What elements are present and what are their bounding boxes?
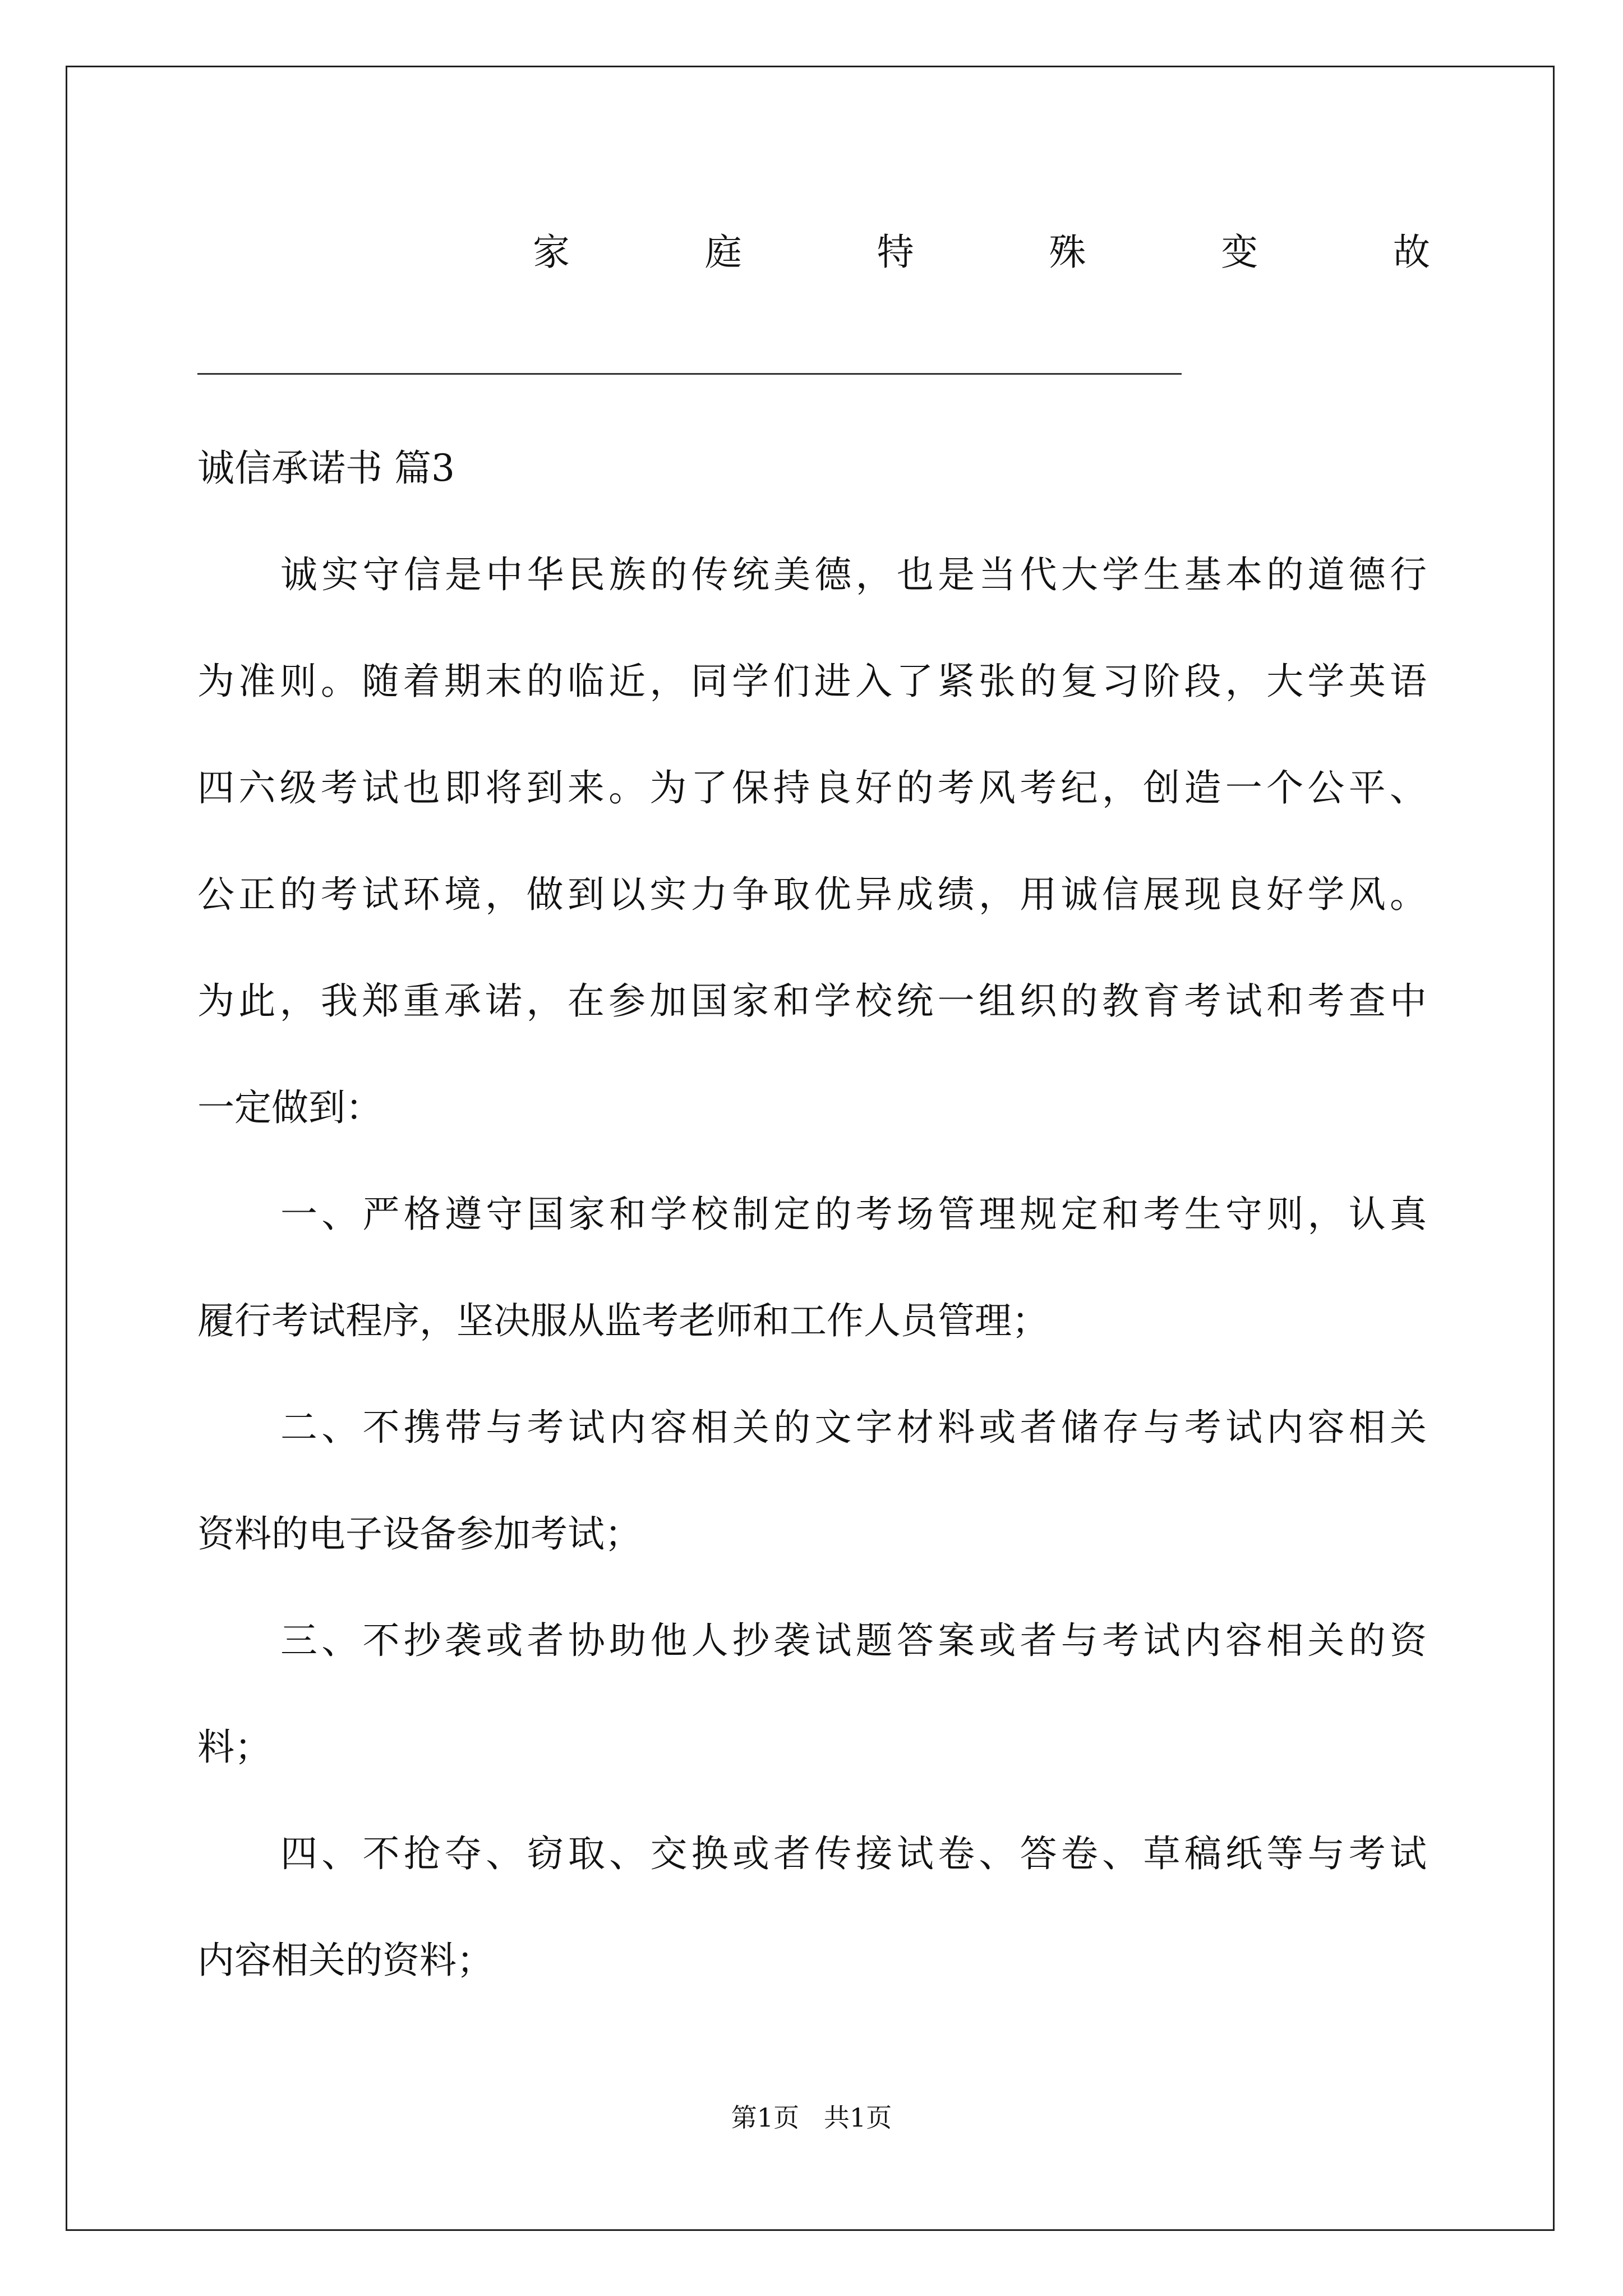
paragraph-line: 为准则。随着期末的临近，同学们进入了紧张的复习阶段，大学英语	[197, 660, 1427, 703]
heading-char: 庭	[704, 231, 742, 274]
heading-char: 殊	[1049, 231, 1086, 274]
heading-underline	[197, 373, 1182, 375]
paragraph-line: 资料的电子设备参加考试；	[197, 1512, 642, 1556]
paragraph-line: 为此，我郑重承诺，在参加国家和学校统一组织的教育考试和考查中	[197, 979, 1427, 1023]
paragraph-line: 诚实守信是中华民族的传统美德，也是当代大学生基本的道德行	[280, 553, 1427, 596]
heading-char: 变	[1221, 231, 1258, 274]
section-title: 诚信承诺书 篇3	[197, 447, 455, 490]
heading	[533, 224, 1430, 280]
paragraph-line: 四六级考试也即将到来。为了保持良好的考风考纪，创造一个公平、	[197, 766, 1427, 809]
paragraph-line: 一、严格遵守国家和学校制定的考场管理规定和考生守则，认真	[280, 1193, 1427, 1236]
paragraph-line: 履行考试程序，坚决服从监考老师和工作人员管理；	[197, 1299, 1049, 1342]
paragraph-line: 一定做到：	[197, 1086, 382, 1129]
heading-char: 家	[533, 231, 570, 274]
page-footer: 第1页 共1页	[731, 2102, 892, 2133]
paragraph-line: 四、不抢夺、窃取、交换或者传接试卷、答卷、草稿纸等与考试	[280, 1832, 1427, 1875]
paragraph-line: 料；	[197, 1726, 271, 1769]
paragraph-line: 二、不携带与考试内容相关的文字材料或者储存与考试内容相关	[280, 1406, 1427, 1449]
heading-char: 特	[877, 231, 914, 274]
heading-char: 故	[1393, 231, 1430, 274]
paragraph-line: 内容相关的资料；	[197, 1939, 494, 1982]
paragraph-line: 三、不抄袭或者协助他人抄袭试题答案或者与考试内容相关的资	[280, 1619, 1427, 1662]
page-border	[66, 66, 1555, 2231]
paragraph-line: 公正的考试环境，做到以实力争取优异成绩，用诚信展现良好学风。	[197, 873, 1427, 916]
